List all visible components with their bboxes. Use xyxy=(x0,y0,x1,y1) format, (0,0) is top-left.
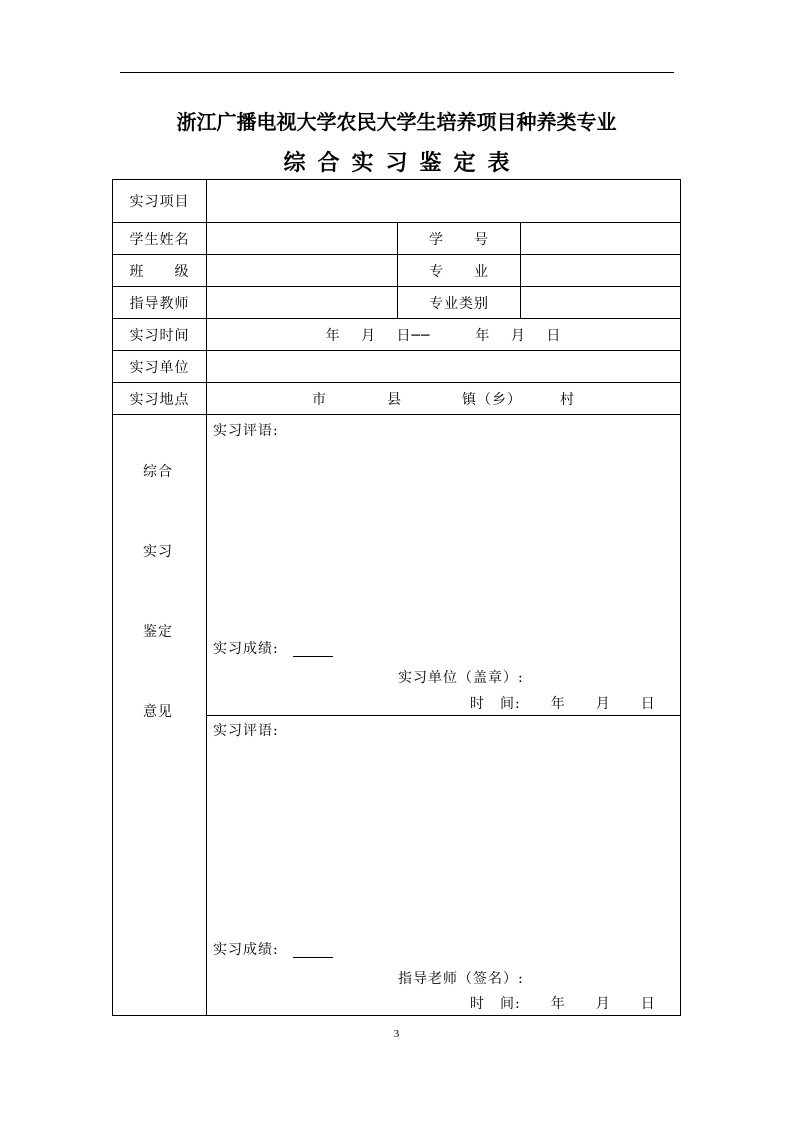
opinion-label-1: 综合 xyxy=(143,464,173,480)
major-category-label: 专业类别 xyxy=(429,295,489,312)
location-field[interactable]: 市 县 镇（乡） 村 xyxy=(312,391,575,408)
project-label: 实习项目 xyxy=(129,194,190,210)
teacher-grade-field[interactable] xyxy=(293,957,333,958)
teacher-comment-label: 实习评语: xyxy=(213,723,279,739)
header-rule xyxy=(120,72,674,73)
student-name-label: 学生姓名 xyxy=(129,231,190,248)
appraisal-form xyxy=(112,179,681,1016)
teacher-grade-label: 实习成绩: xyxy=(213,942,279,958)
class-label: 班 级 xyxy=(129,263,190,280)
opinion-label-4: 意见 xyxy=(143,704,173,720)
unit-label: 实习单位 xyxy=(129,359,190,376)
major-label: 专 业 xyxy=(429,263,489,280)
unit-seal-label: 实习单位（盖章）: xyxy=(398,670,524,686)
student-name-field[interactable] xyxy=(207,223,397,254)
unit-field[interactable] xyxy=(207,351,680,382)
class-field[interactable] xyxy=(207,255,397,286)
opinion-label-2: 实习 xyxy=(143,544,173,560)
document-title: 浙江广播电视大学农民大学生培养项目种养类专业 xyxy=(176,110,617,134)
student-no-label: 学 号 xyxy=(429,231,489,248)
student-no-field[interactable] xyxy=(521,223,680,254)
form-title: 综合实习鉴定表 xyxy=(283,151,522,176)
unit-comment-label: 实习评语: xyxy=(213,423,279,439)
page-number: 3 xyxy=(393,1028,400,1040)
teacher-field[interactable] xyxy=(207,287,397,318)
major-category-field[interactable] xyxy=(521,287,680,318)
teacher-label: 指导教师 xyxy=(129,295,190,312)
teacher-date-label: 时 间: 年 月 日 xyxy=(470,996,656,1012)
unit-date-label: 时 间: 年 月 日 xyxy=(470,696,656,712)
unit-grade-label: 实习成绩: xyxy=(213,641,279,657)
period-label: 实习时间 xyxy=(129,327,190,344)
opinion-label-3: 鉴定 xyxy=(143,624,173,640)
major-field[interactable] xyxy=(521,255,680,286)
project-field[interactable] xyxy=(207,180,680,222)
period-field[interactable]: 年 月 日── 年 月 日 xyxy=(325,327,562,344)
location-label: 实习地点 xyxy=(129,391,190,408)
unit-grade-field[interactable] xyxy=(293,656,333,657)
teacher-sign-label: 指导老师（签名）: xyxy=(398,971,524,987)
